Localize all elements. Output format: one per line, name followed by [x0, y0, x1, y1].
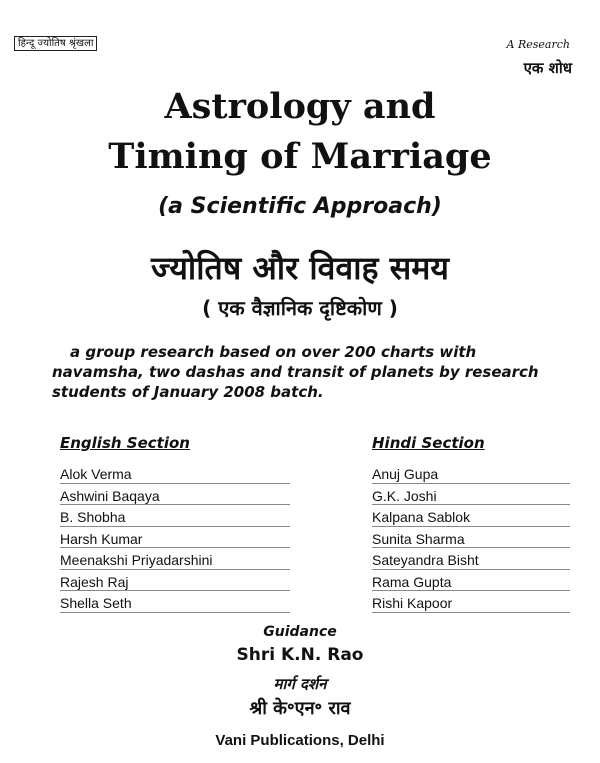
- description-line-1: a group research based on over 200 charts with: [70, 343, 477, 361]
- book-title-line-1: Astrology and: [164, 86, 436, 127]
- description-line-3: students of January 2008 batch.: [52, 383, 324, 401]
- list-item: Rama Gupta: [372, 570, 570, 592]
- book-title-line-2: Timing of Marriage: [108, 136, 492, 177]
- list-item: Ashwini Baqaya: [60, 484, 290, 506]
- list-item: G.K. Joshi: [372, 484, 570, 506]
- list-item: Kalpana Sablok: [372, 505, 570, 527]
- list-item: Alok Verma: [60, 462, 290, 484]
- research-label-english: A Research: [506, 38, 570, 51]
- series-tag: हिन्दू ज्योतिष श्रृंखला: [14, 36, 97, 51]
- list-item: Sateyandra Bisht: [372, 548, 570, 570]
- description-line-2: navamsha, two dashas and transit of planets by research: [52, 363, 539, 381]
- list-item: Rajesh Raj: [60, 570, 290, 592]
- list-item: Sunita Sharma: [372, 527, 570, 549]
- list-item: B. Shobha: [60, 505, 290, 527]
- guidance-label: Guidance: [263, 624, 337, 640]
- book-subtitle-hindi: ( एक वैज्ञानिक दृष्टिकोण ): [202, 296, 398, 320]
- book-title-hindi: ज्योतिष और विवाह समय: [151, 249, 449, 287]
- english-section-heading: English Section: [60, 434, 190, 452]
- list-item: Harsh Kumar: [60, 527, 290, 549]
- publisher: Vani Publications, Delhi: [215, 732, 385, 749]
- guide-name: Shri K.N. Rao: [236, 645, 364, 665]
- research-label-hindi: एक शोध: [523, 59, 572, 77]
- list-item: Anuj Gupa: [372, 462, 570, 484]
- guidance-label-hindi: मार्ग दर्शन: [273, 675, 327, 693]
- english-section-list: [60, 462, 290, 613]
- hindi-section-heading: Hindi Section: [372, 434, 485, 452]
- description: [52, 342, 552, 402]
- book-subtitle: (a Scientific Approach): [158, 194, 442, 219]
- list-item: Rishi Kapoor: [372, 591, 570, 613]
- hindi-section-list: [372, 462, 570, 613]
- list-item: Shella Seth: [60, 591, 290, 613]
- guide-name-hindi: श्री के॰एन॰ राव: [249, 698, 351, 719]
- list-item: Meenakshi Priyadarshini: [60, 548, 290, 570]
